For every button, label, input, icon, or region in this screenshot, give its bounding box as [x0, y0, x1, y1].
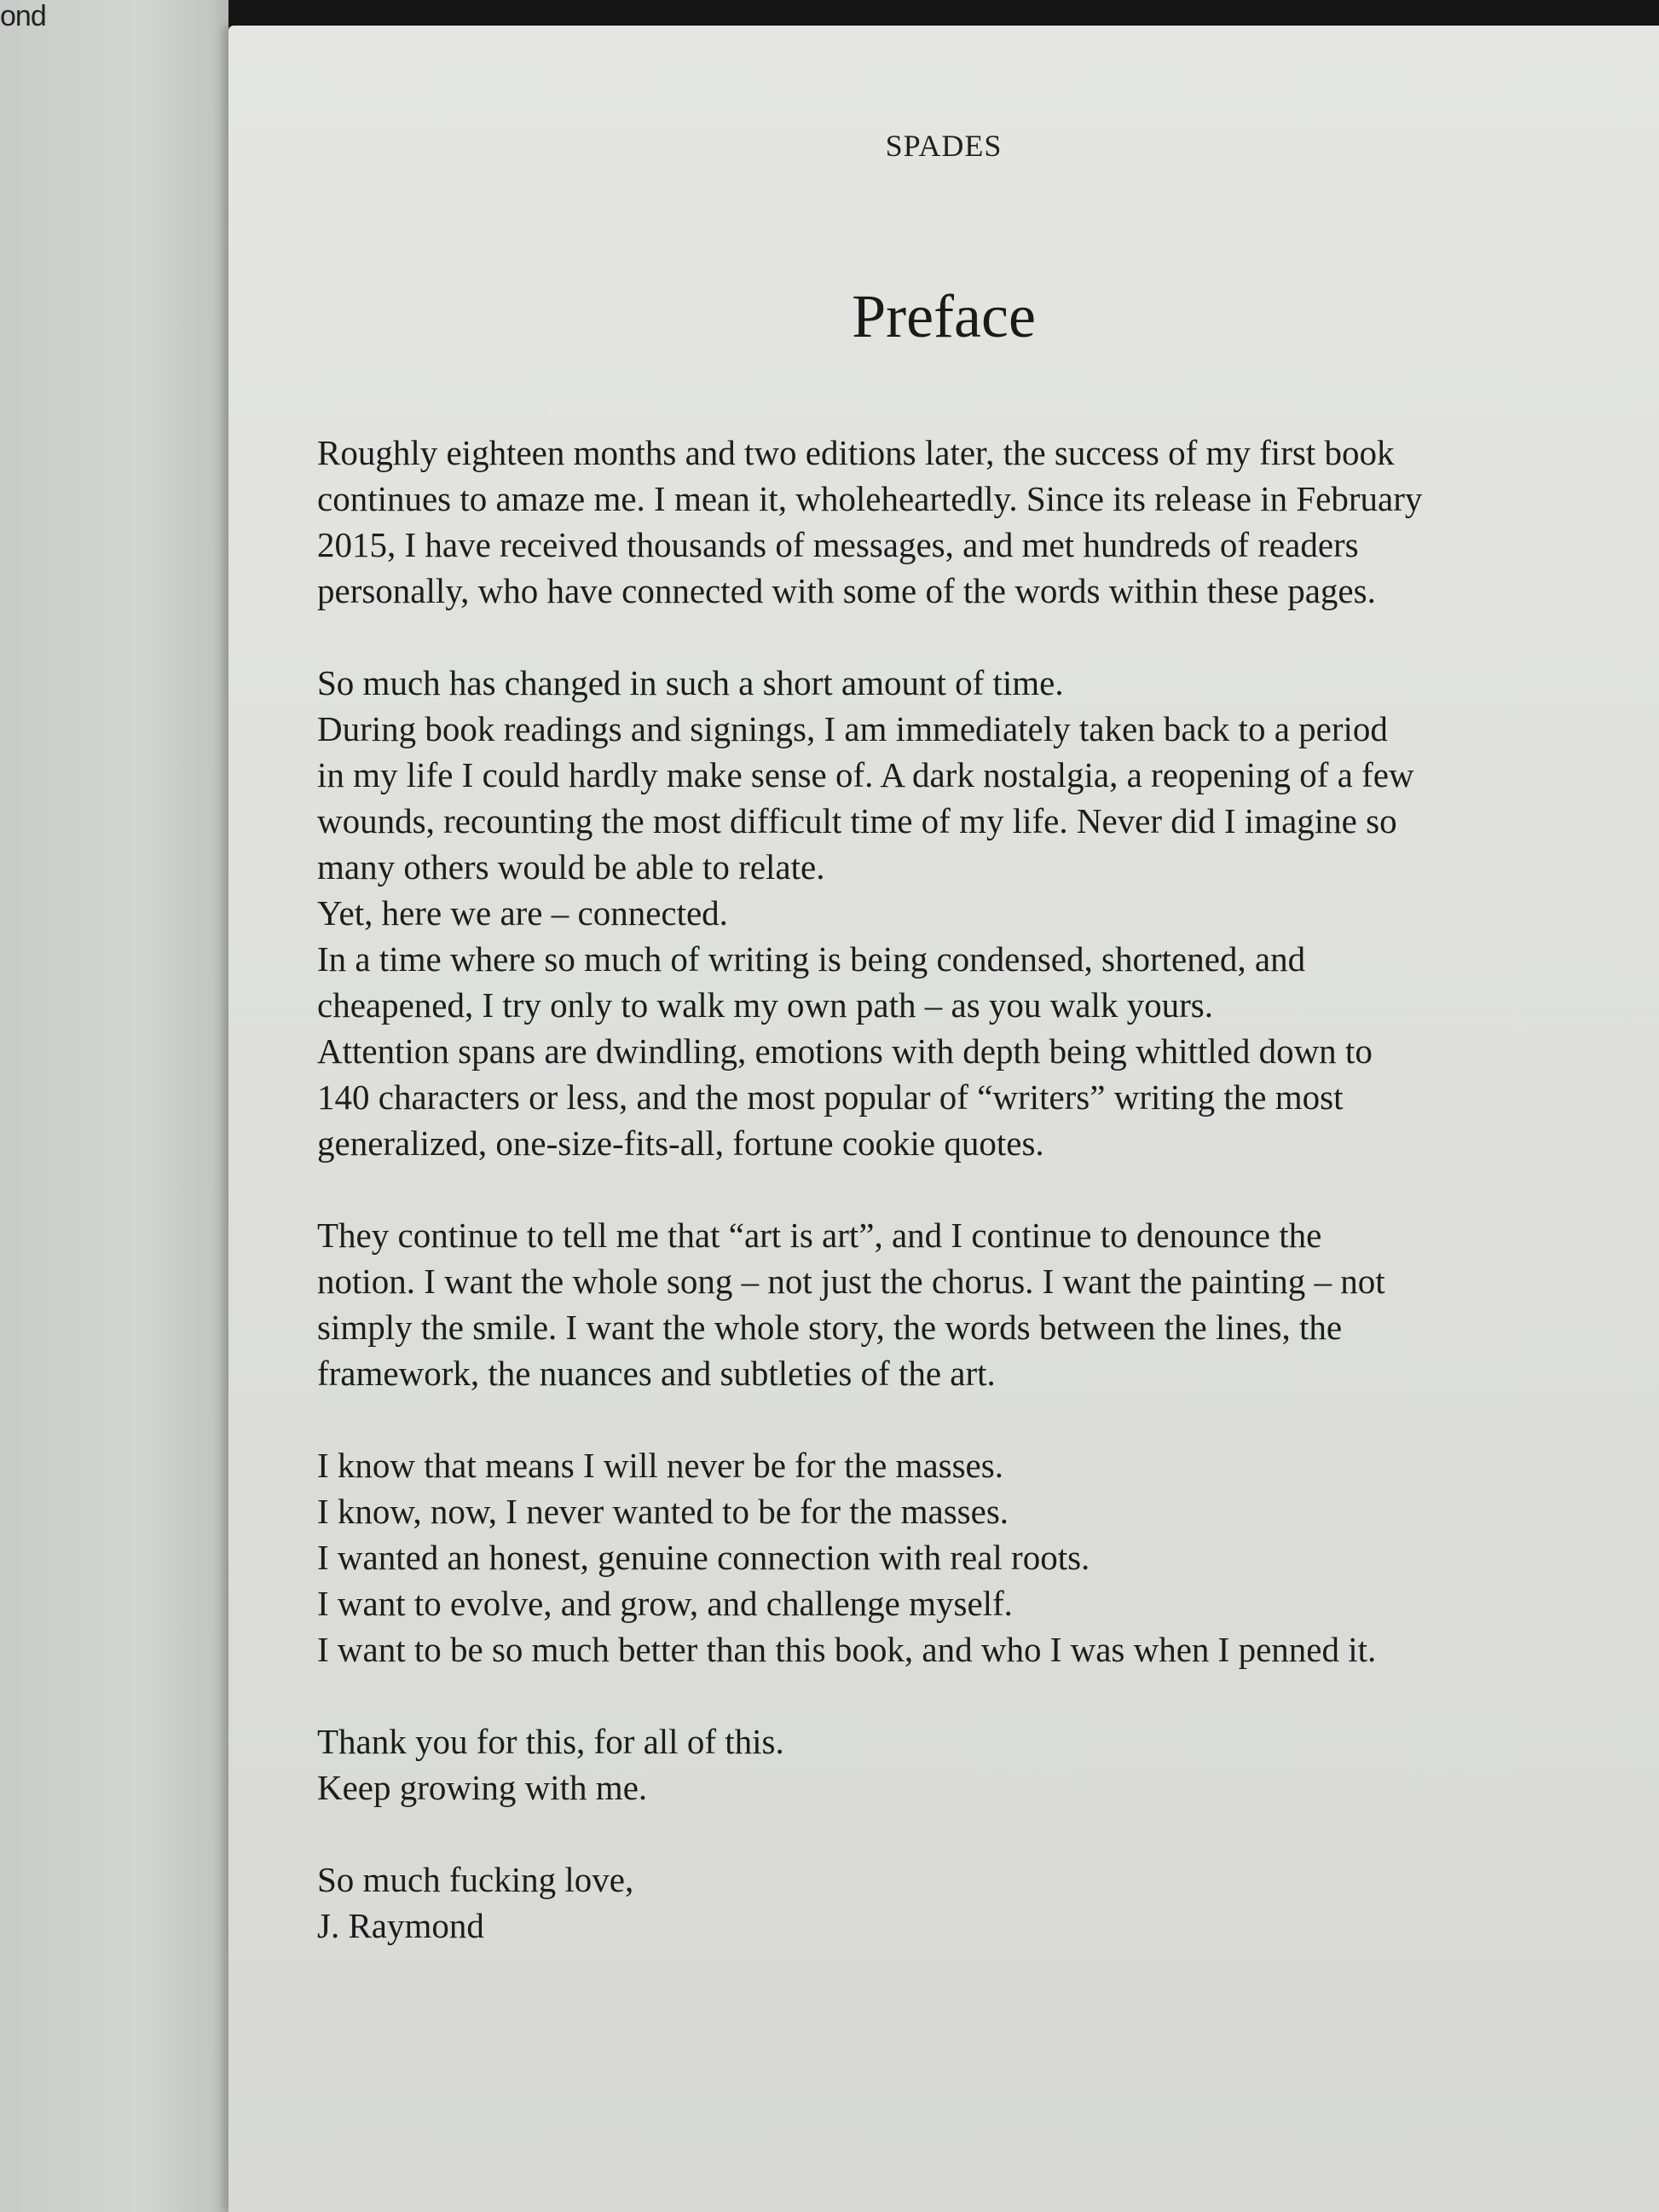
right-page [228, 26, 1659, 2212]
text-line: Roughly eighteen months and two editions later, the success of my first book [317, 433, 1395, 472]
text-line: wounds, recounting the most difficult time of my life. Never did I imagine so [317, 801, 1397, 840]
paragraph-4 [317, 1442, 1562, 1672]
text-line: I want to be so much better than this book, and who I was when I penned it. [317, 1630, 1377, 1669]
signoff-line: So much fucking love, [317, 1860, 634, 1899]
preface-body [317, 430, 1562, 1949]
text-line: Thank you for this, for all of this. [317, 1722, 784, 1761]
page-title: Preface [852, 282, 1036, 350]
text-line: framework, the nuances and subtleties of the art. [317, 1354, 996, 1393]
text-line: I want to evolve, and grow, and challenge myself. [317, 1584, 1013, 1623]
text-line: I wanted an honest, genuine connection with real roots. [317, 1538, 1090, 1577]
text-line: I know, now, I never wanted to be for the masses. [317, 1492, 1009, 1531]
text-line: Attention spans are dwindling, emotions with depth being whittled down to [317, 1031, 1373, 1071]
text-line: During book readings and signings, I am immediately taken back to a period [317, 709, 1388, 748]
paragraph-1 [317, 430, 1562, 614]
text-line: generalized, one-size-fits-all, fortune cookie quotes. [317, 1123, 1044, 1163]
text-line: Keep growing with me. [317, 1768, 648, 1807]
text-line: many others would be able to relate. [317, 847, 825, 887]
paragraph-3 [317, 1212, 1562, 1396]
text-line: 2015, I have received thousands of messages, and met hundreds of readers [317, 525, 1359, 564]
text-line: cheapened, I try only to walk my own path – as you walk yours. [317, 985, 1213, 1025]
text-line: in my life I could hardly make sense of. A dark nostalgia, a reopening of a few [317, 755, 1414, 794]
left-page [0, 0, 228, 2212]
paragraph-2 [317, 660, 1562, 1166]
paragraph-5 [317, 1718, 1562, 1811]
text-line: So much has changed in such a short amount of time. [317, 663, 1064, 702]
signoff [317, 1857, 1562, 1949]
running-head: SPADES [885, 129, 1003, 163]
text-line: Yet, here we are – connected. [317, 893, 728, 933]
text-line: They continue to tell me that “art is art”, and I continue to denounce the [317, 1216, 1322, 1255]
text-line: continues to amaze me. I mean it, wholeheartedly. Since its release in February [317, 479, 1423, 518]
text-line: 140 characters or less, and the most popular of “writers” writing the most [317, 1077, 1344, 1117]
text-line: notion. I want the whole song – not just the chorus. I want the painting – not [317, 1262, 1385, 1301]
left-page-running-head: ond [0, 0, 46, 32]
text-line: I know that means I will never be for the masses. [317, 1446, 1003, 1485]
text-line: personally, who have connected with some of the words within these pages. [317, 571, 1376, 610]
text-line: simply the smile. I want the whole story, the words between the lines, the [317, 1308, 1343, 1347]
text-line: In a time where so much of writing is being condensed, shortened, and [317, 939, 1306, 979]
author-name: J. Raymond [317, 1906, 484, 1945]
